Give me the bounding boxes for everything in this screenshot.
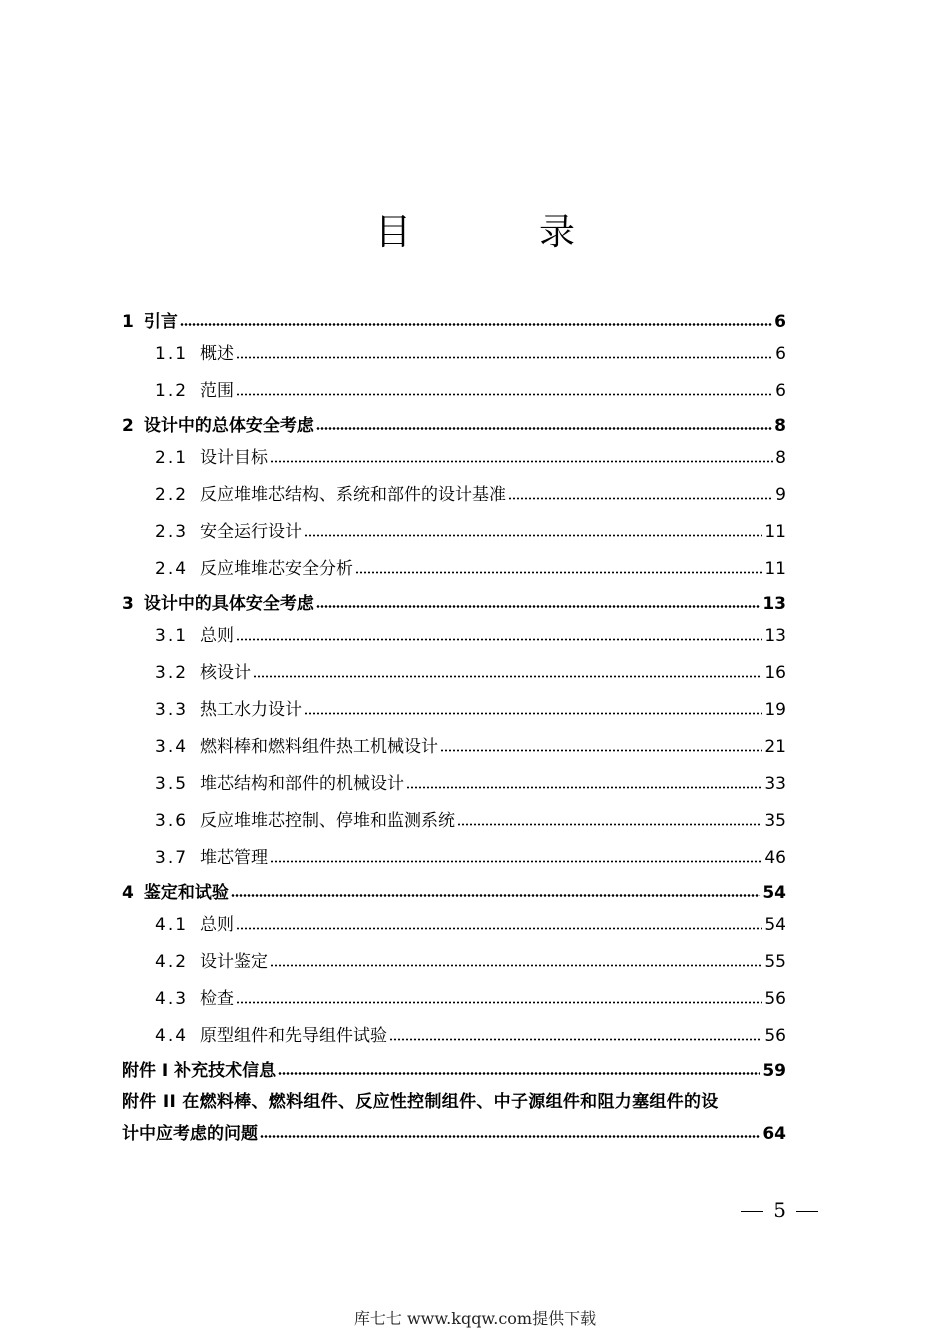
toc-entry-1-2[interactable] [122,373,786,410]
toc-page: 6 [775,381,786,401]
toc-number: 3.2 [155,663,189,683]
toc-entry-2-2[interactable] [122,477,786,514]
dash-right [796,1211,818,1212]
toc-entry-3-1[interactable] [122,618,786,655]
toc-leader [236,383,773,400]
toc-label: 鉴定和试验 [143,883,229,903]
toc-number: 3.5 [155,774,189,794]
toc-page: 6 [775,344,786,364]
toc-leader [304,524,762,541]
toc-leader [253,665,762,682]
toc-page: 9 [775,485,786,505]
toc-page: 19 [764,700,786,720]
toc-page: 59 [762,1061,786,1081]
toc-page: 64 [762,1124,786,1144]
toc-entry-3-3[interactable] [122,692,786,729]
toc-label: 总则 [200,626,235,646]
toc-page: 33 [764,774,786,794]
toc-number: 4.1 [155,915,189,935]
toc-leader [236,917,762,934]
toc-label-line2-row [122,1118,786,1150]
toc-number: 3.3 [155,700,189,720]
toc-page: 54 [764,915,786,935]
toc-number: 1.1 [155,344,189,364]
toc-label: 反应堆堆芯结构、系统和部件的设计基准 [200,485,507,505]
toc-leader [236,346,773,363]
toc-number: 2.4 [155,559,189,579]
toc-leader [278,1063,760,1080]
toc-page: 54 [762,883,786,903]
toc-page: 56 [764,1026,786,1046]
toc-entry-2-4[interactable] [122,551,786,588]
toc-leader [270,850,762,867]
toc-number: 3.7 [155,848,189,868]
toc-page: 55 [764,952,786,972]
toc-entry-appendix-2[interactable] [122,1087,786,1150]
page-number [731,1198,828,1222]
toc-number: 2.1 [155,448,189,468]
toc-entry-2-3[interactable] [122,514,786,551]
toc-number: 3.6 [155,811,189,831]
toc-leader [236,628,762,645]
toc-leader [389,1028,762,1045]
toc-label-line2: 计中应考虑的问题 [122,1124,258,1144]
toc-leader [236,991,762,1008]
page-number-value: 5 [773,1198,786,1222]
toc-label: 核设计 [200,663,252,683]
toc-number: 3 [122,594,134,614]
toc-entry-2-1[interactable] [122,440,786,477]
toc-number: 1.2 [155,381,189,401]
toc-label: 附件 I 补充技术信息 [122,1061,277,1081]
toc-entry-3-7[interactable] [122,840,786,877]
toc-label: 反应堆堆芯控制、停堆和监测系统 [200,811,456,831]
toc-page: 11 [764,522,786,542]
toc-leader [304,702,762,719]
toc-entry-4-3[interactable] [122,981,786,1018]
toc-entry-4-4[interactable] [122,1018,786,1055]
toc-label: 设计中的具体安全考虑 [143,594,314,614]
toc-entry-4-1[interactable] [122,907,786,944]
dash-left [741,1211,763,1212]
download-watermark: 库七七 www.kqqw.com提供下载 [353,1309,597,1328]
toc-entry-3-2[interactable] [122,655,786,692]
toc-page: 8 [774,416,786,436]
toc-entry-3[interactable] [122,588,786,620]
toc-number: 2.3 [155,522,189,542]
toc-leader [457,813,762,830]
toc-page: 35 [764,811,786,831]
toc-leader [270,954,762,971]
toc-number: 3.1 [155,626,189,646]
toc-leader [260,1126,760,1143]
toc-leader [180,314,772,331]
toc-number: 3.4 [155,737,189,757]
toc-entry-4-2[interactable] [122,944,786,981]
toc-label: 堆芯管理 [200,848,269,868]
toc-label: 热工水力设计 [200,700,303,720]
toc-page: 46 [764,848,786,868]
toc-number: 1 [122,312,134,332]
toc-page: 13 [762,594,786,614]
toc-entry-1[interactable] [122,306,786,338]
toc-label-line1: 附件 II 在燃料棒、燃料组件、反应性控制组件、中子源组件和阻力塞组件的设 [122,1092,719,1112]
page-title: 目 录 [374,212,621,253]
toc-label: 反应堆堆芯安全分析 [200,559,354,579]
toc-label: 燃料棒和燃料组件热工机械设计 [200,737,439,757]
toc-leader [508,487,773,504]
toc-page: 13 [764,626,786,646]
toc-number: 4.4 [155,1026,189,1046]
toc-entry-2[interactable] [122,410,786,442]
toc-leader [440,739,762,756]
toc-number: 2.2 [155,485,189,505]
table-of-contents [122,306,786,1150]
toc-number: 4.2 [155,952,189,972]
toc-number: 4.3 [155,989,189,1009]
toc-page: 11 [764,559,786,579]
toc-page: 21 [764,737,786,757]
toc-page: 16 [764,663,786,683]
toc-label: 设计鉴定 [200,952,269,972]
toc-leader [355,561,762,578]
toc-page: 6 [774,312,786,332]
toc-entry-3-6[interactable] [122,803,786,840]
toc-label: 范围 [200,381,235,401]
toc-label: 设计目标 [200,448,269,468]
toc-label: 引言 [143,312,178,332]
toc-label: 安全运行设计 [200,522,303,542]
toc-number: 2 [122,416,134,436]
toc-number: 4 [122,883,134,903]
toc-leader [316,596,760,613]
toc-page: 56 [764,989,786,1009]
toc-entry-4[interactable] [122,877,786,909]
toc-label: 检查 [200,989,235,1009]
toc-label: 原型组件和先导组件试验 [200,1026,388,1046]
toc-entry-appendix-1[interactable] [122,1055,786,1087]
toc-label: 设计中的总体安全考虑 [143,416,314,436]
toc-page: 8 [775,448,786,468]
toc-leader [270,450,773,467]
toc-leader [406,776,762,793]
toc-label: 概述 [200,344,235,364]
toc-label: 堆芯结构和部件的机械设计 [200,774,405,794]
toc-label: 总则 [200,915,235,935]
toc-leader [231,885,760,902]
toc-entry-3-5[interactable] [122,766,786,803]
toc-entry-1-1[interactable] [122,336,786,373]
toc-leader [316,418,772,435]
toc-entry-3-4[interactable] [122,729,786,766]
